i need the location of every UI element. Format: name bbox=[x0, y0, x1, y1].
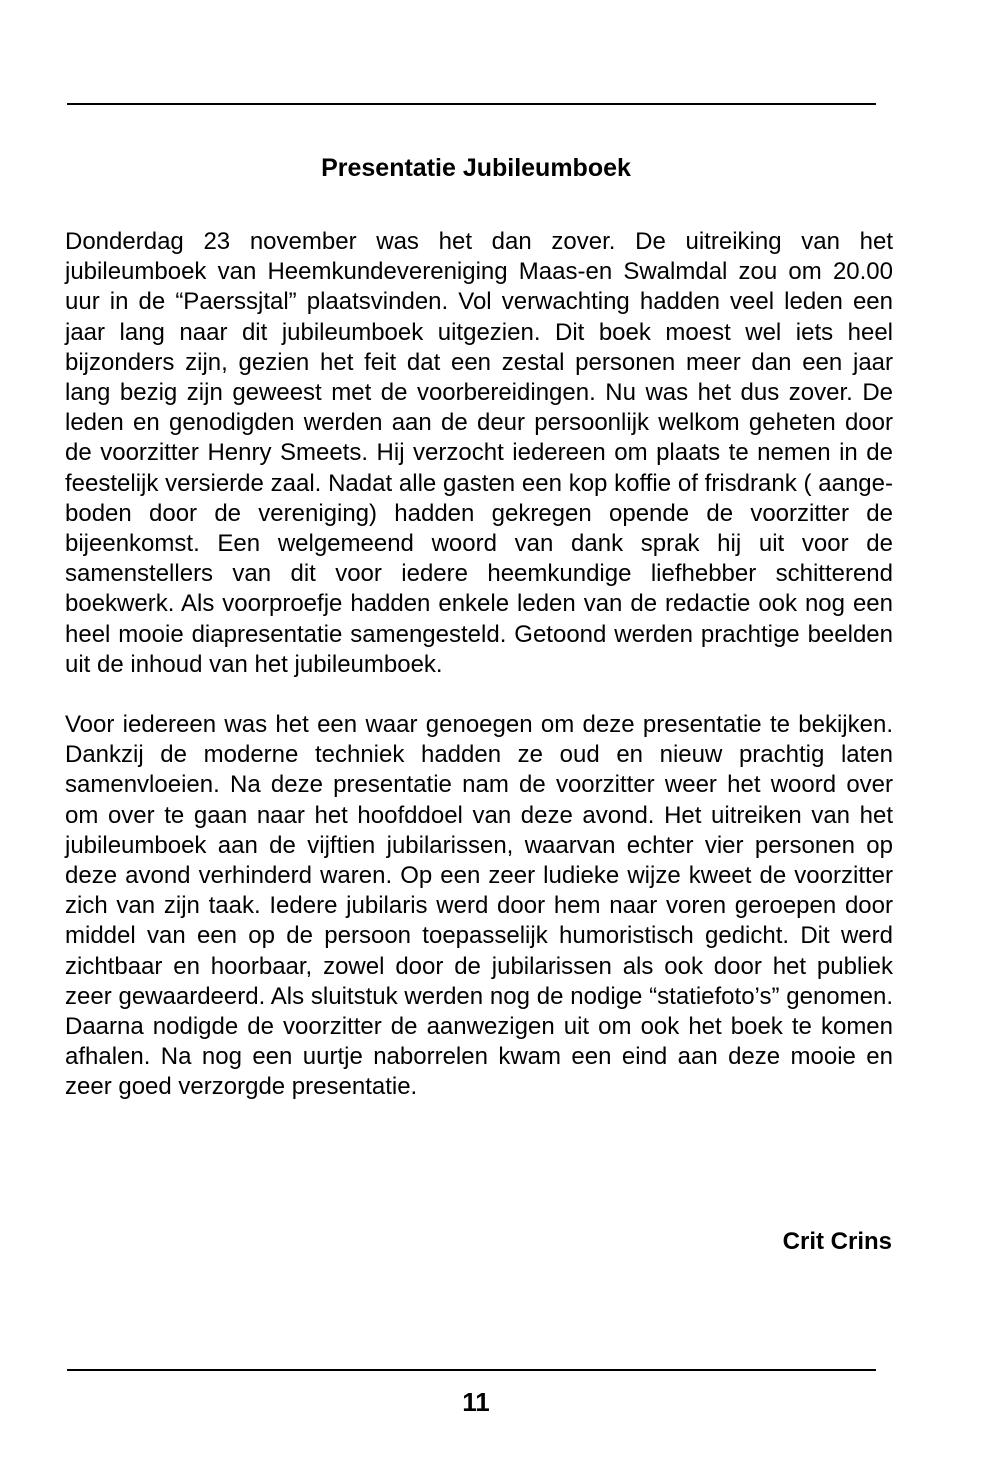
author-signature: Crit Crins bbox=[782, 1228, 892, 1255]
paragraph-2: Voor iedereen was het een waar genoegen om deze presentatie te bekijken. Dankzij de moderne techniek hadden ze oud en nieuw prachtig laten samenvloeien. Na deze presentatie nam de voorzitter weer het woord over om over te gaan naar het hoofddoel van deze avond. Het uitreiken van het jubileumboek aan de vijftien jubilarissen, waarvan echter vier personen op deze avond verhinderd waren. Op een zeer ludieke wijze kweet de voorzitter zich van zijn taak. Iedere jubilaris werd door hem naar voren geroepen door middel van een op de persoon toepasselijk humoristisch gedicht. Dit werd zichtbaar en hoorbaar, zowel door de jubilarissen als ook door het publiek zeer gewaardeerd. Als sluitstuk werden nog de nodige “statiefoto’s” genomen. Daarna nodigde de voorzitter de aanwezigen uit om ook het boek te komen afhalen. Na nog een uurtje naborrelen kwam een eind aan deze mooie en zeer goed verzorgde presentatie. bbox=[65, 711, 893, 1101]
page-number: 11 bbox=[462, 1387, 490, 1417]
paragraph-1: Donderdag 23 november was het dan zover. De uitreiking van het jubileumboek van Heemkundevereniging Maas-en Swalmdal zou om 20.00 uur in de “Paerssjtal” plaatsvinden. Vol verwachting hadden veel leden een jaar lang naar dit jubileumboek uitgezien. Dit boek moest wel iets heel bijzonders zijn, gezien het feit dat een zestal personen meer dan een jaar lang bezig zijn geweest met de voorbereidingen. Nu was het dus zover. De leden en genodigden werden aan de deur persoonlijk welkom geheten door de voorzitter Henry Smeets. Hij verzocht iedereen om plaats te nemen in de feestelijk versierde zaal. Nadat alle gasten een kop koffie of frisdrank ( aangeboden door de vereniging) hadden gekregen opende de voorzitter de bijeenkomst. Een welgemeend woord van dank sprak hij uit voor de samenstellers van dit voor iedere heemkundige liefhebber schitterend boekwerk. Als voorproefje hadden enkele leden van de redactie ook nog een heel mooie diapresentatie samengesteld. Getoond werden prachtige beelden uit de inhoud van het jubileumboek. bbox=[65, 228, 893, 678]
article-body bbox=[65, 227, 893, 1103]
bottom-rule bbox=[67, 1369, 876, 1371]
top-rule bbox=[67, 103, 876, 105]
article-title: Presentatie Jubileumboek bbox=[321, 154, 631, 182]
